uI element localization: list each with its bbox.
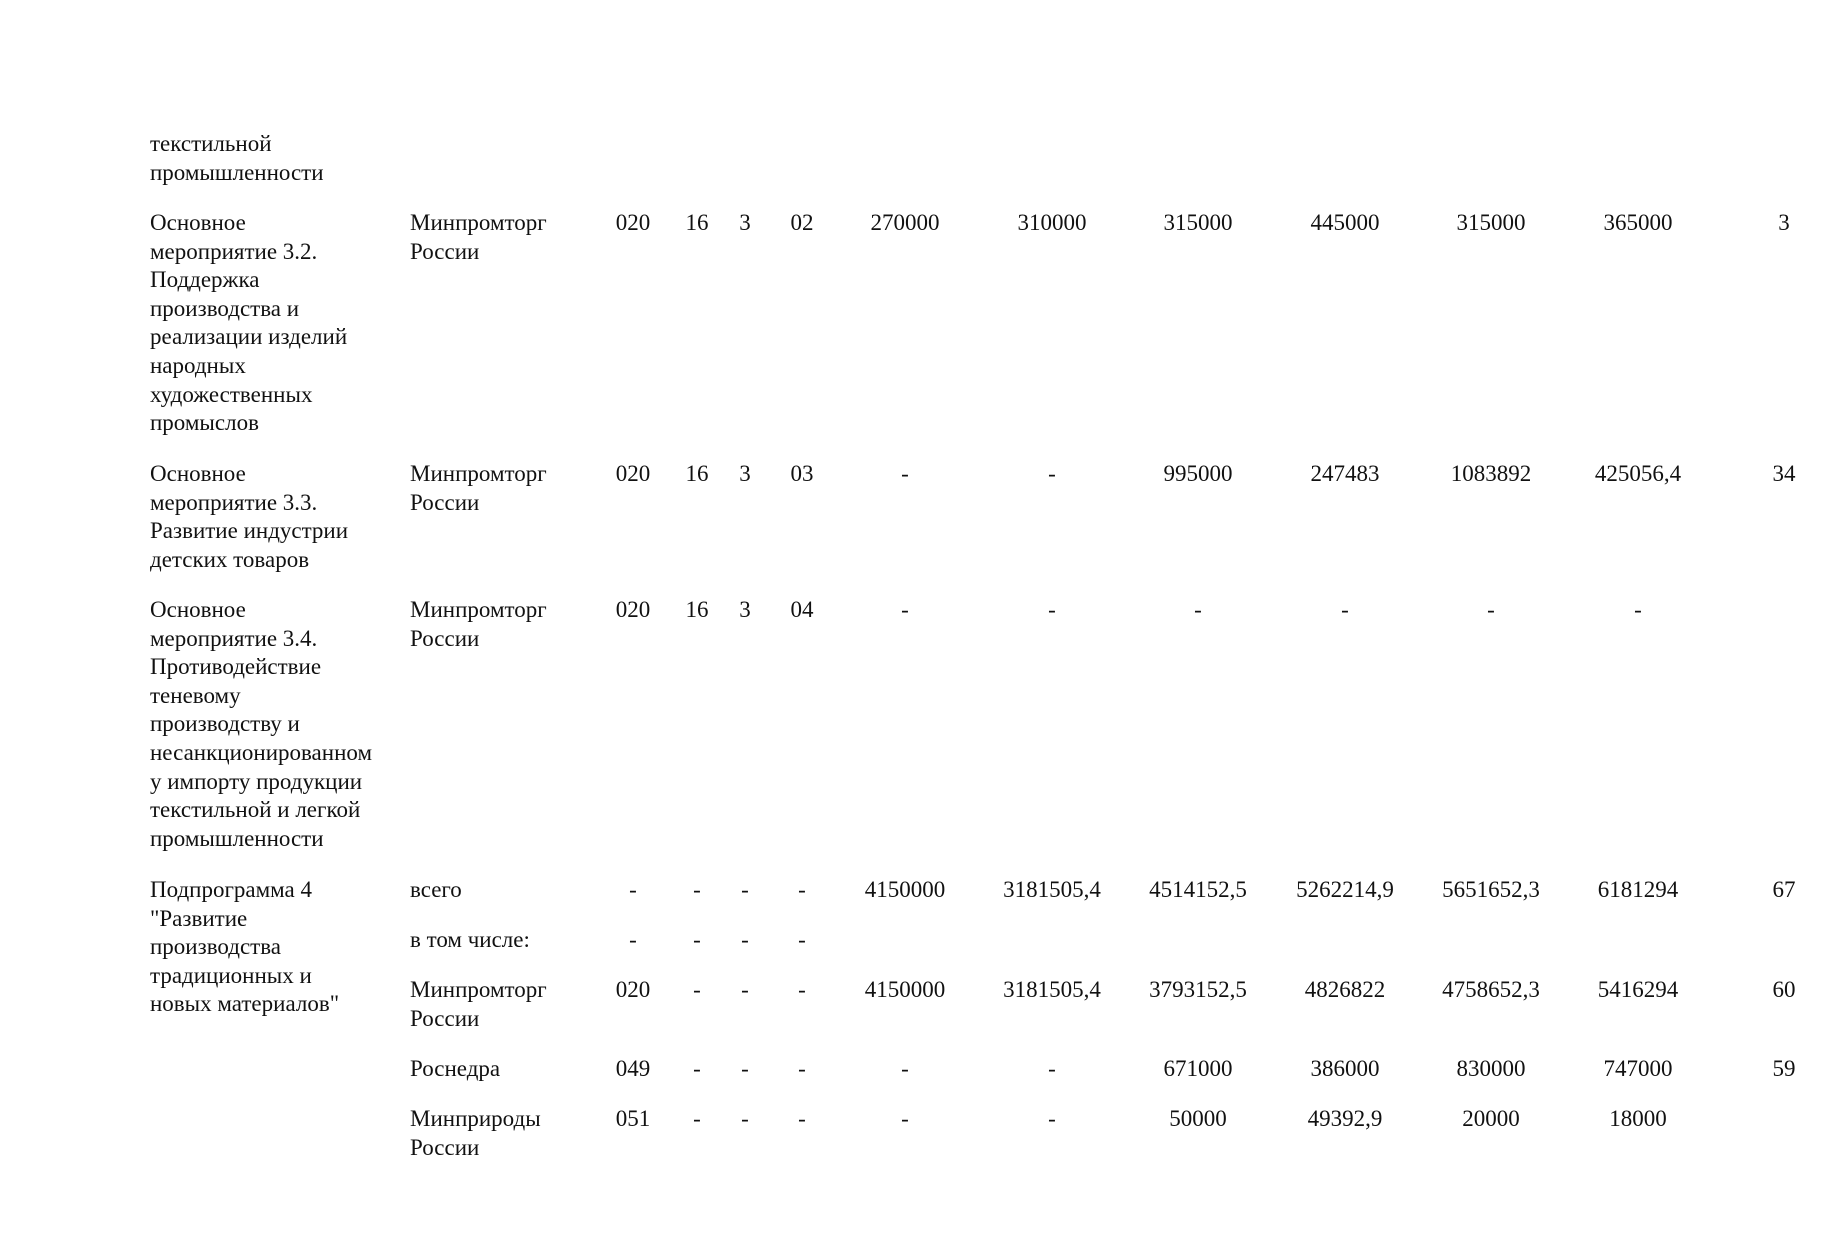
- value-cell: 4826822: [1304, 977, 1386, 1002]
- value-cell: 5416294: [1597, 977, 1679, 1002]
- code-om: -: [798, 977, 806, 1002]
- value-cell: 3181505,4: [1003, 877, 1101, 902]
- code-om: -: [798, 1056, 806, 1081]
- code-sub: -: [693, 1056, 701, 1081]
- value-cell: 315000: [1163, 210, 1233, 235]
- row-org: Минприроды России: [410, 1106, 541, 1160]
- row-org: Минпромторг России: [410, 977, 547, 1031]
- code-pp: -: [741, 877, 749, 902]
- value-cell: 995000: [1163, 461, 1233, 486]
- code-pp: -: [741, 1106, 749, 1131]
- code-gp: 020: [615, 461, 651, 486]
- code-om: 04: [790, 597, 814, 622]
- value-cell: 4150000: [864, 977, 946, 1002]
- value-cell: 5651652,3: [1442, 877, 1540, 902]
- value-cell: 50000: [1169, 1106, 1227, 1131]
- value-cell: -: [1048, 597, 1056, 622]
- code-om: -: [798, 927, 806, 952]
- row-name: Основное мероприятие 3.4. Противодействие теневому производству и несанкционированном у импорту продукции текстильной и легкой промышленности: [150, 597, 373, 851]
- code-sub: -: [693, 927, 701, 952]
- code-pp: 3: [739, 461, 751, 486]
- value-cell: -: [901, 597, 909, 622]
- code-gp: 020: [615, 977, 651, 1002]
- value-cell: 1083892: [1450, 461, 1532, 486]
- row-name: Подпрограмма 4 "Развитие производства традиционных и новых материалов": [150, 877, 340, 1017]
- code-sub: 16: [685, 461, 709, 486]
- value-cell: 6181294: [1597, 877, 1679, 902]
- row-org: Роснедра: [410, 1056, 501, 1081]
- intro-text: [150, 130, 400, 187]
- code-gp: -: [629, 877, 637, 902]
- row-org: всего: [410, 877, 462, 902]
- row-org: Минпромторг России: [410, 597, 547, 651]
- value-cell: 49392,9: [1307, 1106, 1383, 1131]
- value-cell: 270000: [870, 210, 940, 235]
- value-cell: 34: [1772, 461, 1796, 486]
- code-om: 02: [790, 210, 814, 235]
- value-cell: 20000: [1462, 1106, 1520, 1131]
- code-pp: 3: [739, 210, 751, 235]
- code-gp: -: [629, 927, 637, 952]
- row-org: Минпромторг России: [410, 461, 547, 515]
- value-cell: 4758652,3: [1442, 977, 1540, 1002]
- value-cell: 60: [1772, 977, 1796, 1002]
- row-name: Основное мероприятие 3.3. Развитие индустрии детских товаров: [150, 461, 349, 572]
- value-cell: 4514152,5: [1149, 877, 1247, 902]
- value-cell: -: [901, 1056, 909, 1081]
- value-cell: 310000: [1017, 210, 1087, 235]
- row-name: Основное мероприятие 3.2. Поддержка производства и реализации изделий народных художественных промыслов: [150, 210, 348, 436]
- value-cell: 59: [1772, 1056, 1796, 1081]
- value-cell: -: [1048, 1106, 1056, 1131]
- value-cell: -: [901, 1106, 909, 1131]
- code-gp: 020: [615, 210, 651, 235]
- row-org: в том числе:: [410, 927, 530, 952]
- value-cell: 425056,4: [1594, 461, 1682, 486]
- value-cell: 671000: [1163, 1056, 1233, 1081]
- value-cell: 315000: [1456, 210, 1526, 235]
- value-cell: -: [1341, 597, 1349, 622]
- value-cell: 3181505,4: [1003, 977, 1101, 1002]
- value-cell: -: [1048, 461, 1056, 486]
- value-cell: -: [1048, 1056, 1056, 1081]
- value-cell: 386000: [1310, 1056, 1380, 1081]
- code-sub: -: [693, 877, 701, 902]
- value-cell: 4150000: [864, 877, 946, 902]
- value-cell: -: [1487, 597, 1495, 622]
- code-om: -: [798, 877, 806, 902]
- value-cell: -: [1634, 597, 1642, 622]
- row-org: Минпромторг России: [410, 210, 547, 264]
- code-sub: 16: [685, 597, 709, 622]
- value-cell: 830000: [1456, 1056, 1526, 1081]
- code-gp: 051: [615, 1106, 651, 1131]
- intro-text-label: текстильной промышленности: [150, 131, 324, 185]
- value-cell: 18000: [1609, 1106, 1667, 1131]
- value-cell: 445000: [1310, 210, 1380, 235]
- value-cell: 5262214,9: [1296, 877, 1394, 902]
- value-cell: -: [1194, 597, 1202, 622]
- value-cell: 67: [1772, 877, 1796, 902]
- value-cell: 247483: [1310, 461, 1380, 486]
- code-sub: -: [693, 1106, 701, 1131]
- code-om: -: [798, 1106, 806, 1131]
- code-om: 03: [790, 461, 814, 486]
- code-pp: -: [741, 977, 749, 1002]
- code-pp: -: [741, 927, 749, 952]
- code-gp: 020: [615, 597, 651, 622]
- value-cell: 747000: [1603, 1056, 1673, 1081]
- value-cell: 3793152,5: [1149, 977, 1247, 1002]
- code-pp: -: [741, 1056, 749, 1081]
- code-pp: 3: [739, 597, 751, 622]
- code-sub: -: [693, 977, 701, 1002]
- value-cell: 3: [1778, 210, 1790, 235]
- code-sub: 16: [685, 210, 709, 235]
- value-cell: -: [901, 461, 909, 486]
- value-cell: 365000: [1603, 210, 1673, 235]
- code-gp: 049: [615, 1056, 651, 1081]
